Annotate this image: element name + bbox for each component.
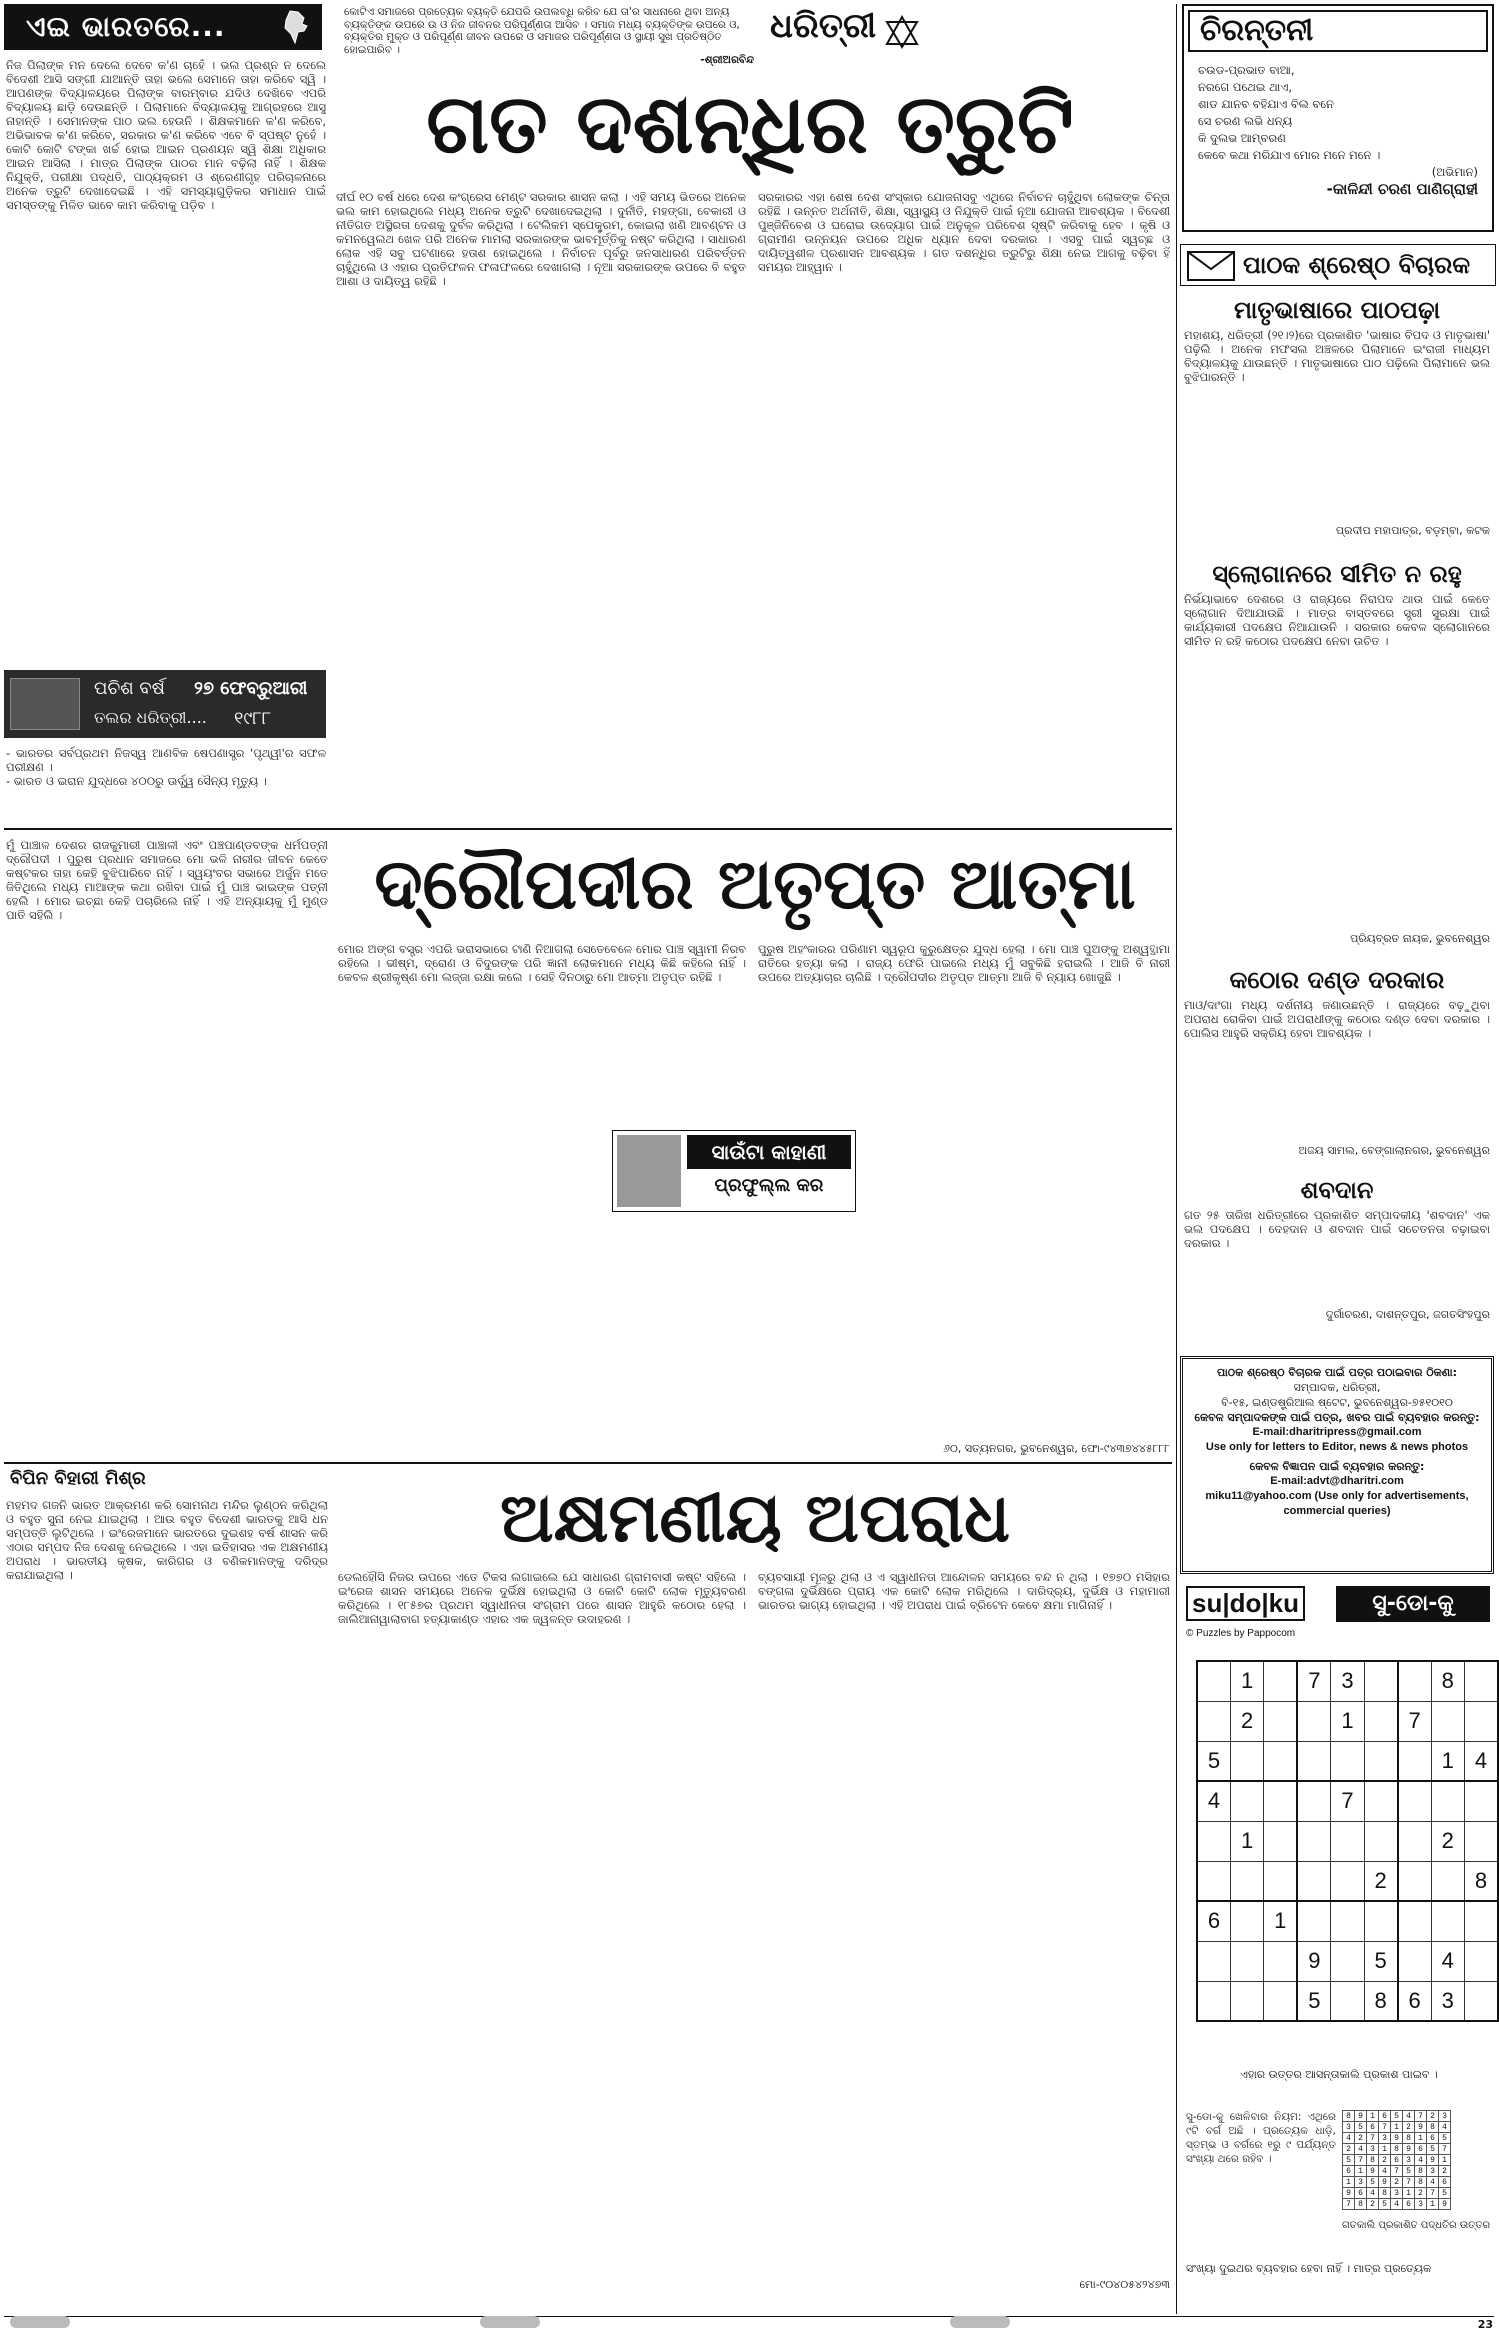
- mini-cell: 4: [1343, 2133, 1355, 2144]
- article1-col-mid: ଦୀର୍ଘ ୧୦ ବର୍ଷ ଧରେ ଦେଶ କଂଗ୍ରେସ ମେଣ୍ଟ ସରକାର ଶାସନ କଲା । ଏହି ସମୟ ଭିତରେ ଅନେକ ଭଲ କାମ ହୋଇଥିଲେ ମଧ୍ୟ ଅନେକ ତ୍ରୁଟି ଦେଖାଦେଇଥିଲା । ଦୁର୍ନୀତି, ମହଙ୍ଗା, ବେକାରୀ ଓ ନୀତିଗତ ଅସ୍ଥିରତା ଦେଶକୁ ଦୁର୍ବଳ କରିଥିଲା । ଟେଲିକମ ସ୍ପେକ୍ଟ୍ରମ, କୋଇଲା ଖଣି ଆବଣ୍ଟନ ଓ କମନୱେଲଥ ଖେଳ ପରି ଅନେକ ମାମଲା ସରକାରଙ୍କ ଭାବମୂର୍ତ୍ତିକୁ ନଷ୍ଟ କରିଥିଲା । ସାଧାରଣ ଲୋକ ଏହି ସବୁ ଘଟଣାରେ ହତାଶ ହୋଇଥିଲେ । ନିର୍ବାଚନ ପୂର୍ବରୁ ଜନସାଧାରଣ ପରିବର୍ତ୍ତନ ଚାହୁଁଥିଲେ ଓ ଏହାର ପ୍ରତିଫଳନ ଫଳାଫଳରେ ଦେଖାଗଲା । ନୂଆ ସରକାରଙ୍କ ଉପରେ ବି ବହୁତ ଆଶା ଓ ଦାୟିତ୍ୱ ରହିଛି ।: [336, 190, 746, 288]
- contact-intro: ପାଠକ ଶ୍ରେଷ୍ଠ ବିଚାରକ ପାଇଁ ପତ୍ର ପଠାଇବାର ଠିକଣା:: [1217, 1366, 1457, 1379]
- article2-headline: ଦ୍ରୌପଦୀର ଅତୃପ୍ତ ଆତ୍ମା: [374, 843, 1136, 925]
- mini-cell: 6: [1427, 2133, 1439, 2144]
- sudoku-credit: © Puzzles by Pappocom: [1186, 1628, 1296, 1639]
- sudoku-brand: su|do|ku: [1186, 1586, 1305, 1621]
- article1-col-left: ନିଜ ପିଲାଙ୍କ ମନ ଦେଲେ ଦେବେ କ'ଣ ଚାହେଁ । ଭଲ ପ୍ରଶ୍ନ ନ ଦେଲେ ବିଦେଶୀ ଆସି ସଙ୍ଗୀ ଯାଆନ୍ତି ତାହା ଭଲେ ସେମାନେ ତାହା କରିବେ ସ୍ୱି । ଆପଣଙ୍କ ବିଦ୍ୟାଳୟରେ ପିଲାଙ୍କ ବାରମ୍ବାର ଯଦିଓ ଦେଖିବେ ଏପରି ବିଦ୍ୟାଳୟ ଛାଡ଼ି ଦେଉଛନ୍ତି । ପିଲାମାନେ ବିଦ୍ୟାଳୟକୁ ଆଗ୍ରହରେ ଆସୁ ନାହାନ୍ତି । ସେମାନଙ୍କ ପାଠ ଭଲ ହେଉନି । ଶିକ୍ଷକମାନେ କ'ଣ କରିବେ, ଅଭିଭାବକ କ'ଣ କରିବେ, ସରକାର କ'ଣ କରିବେ ଏବେ ବି ସ୍ପଷ୍ଟ ନୁହେଁ । କୋଟି କୋଟି ଟଙ୍କା ଖର୍ଚ୍ଚ ହୋଇ ଆଇନ ପ୍ରଣୟନ ସ୍ୱି ଶିକ୍ଷା ଅଧିକାର ଆଇନ ଆସିଲା । ମାତ୍ର ପିଲାଙ୍କ ପାଠର ମାନ ବଢ଼ିଲା ନାହିଁ । ଶିକ୍ଷକ ନିଯୁକ୍ତି, ପରୀକ୍ଷା ପଦ୍ଧତି, ପାଠ୍ୟକ୍ରମ ଓ ଶ୍ରେଣୀଗୃହ ପରିଚାଳନାରେ ଅନେକ ତ୍ରୁଟି ଦେଖାଦେଇଛି । ଏହି ସମସ୍ୟାଗୁଡ଼ିକର ସମାଧାନ ପାଇଁ ସମସ୍ତଙ୍କୁ ମିଳିତ ଭାବେ କାମ କରିବାକୁ ପଡ଼ିବ ।: [6, 58, 326, 212]
- mini-cell: 8: [1367, 2155, 1379, 2166]
- mini-cell: 4: [1403, 2111, 1415, 2122]
- mini-row: [1343, 2133, 1451, 2144]
- mini-cell: 2: [1439, 2166, 1451, 2177]
- mini-cell: 9: [1403, 2144, 1415, 2155]
- mini-cell: 4: [1427, 2177, 1439, 2188]
- mini-cell: 9: [1415, 2122, 1427, 2133]
- divider: [4, 1462, 1172, 1464]
- chirantani-box: [1182, 4, 1494, 232]
- sudoku-row: [1197, 1821, 1498, 1861]
- chirantani-title: ଚିରନ୍ତନୀ: [1188, 10, 1488, 52]
- sudoku-cell[interactable]: [1197, 1941, 1231, 1981]
- sudoku-cell[interactable]: [1398, 1861, 1432, 1901]
- mini-cell: 3: [1367, 2144, 1379, 2155]
- sudoku-cell[interactable]: 1: [1431, 1741, 1464, 1781]
- sudoku-header: [1186, 1586, 1492, 1646]
- sudoku-cell[interactable]: 2: [1231, 1701, 1264, 1741]
- mini-cell: 3: [1439, 2111, 1451, 2122]
- mini-cell: 3: [1403, 2155, 1415, 2166]
- article3-headline: ଅକ୍ଷମଣୀୟ ଅପରାଧ: [499, 1479, 1011, 1558]
- sudoku-cell[interactable]: 7: [1331, 1781, 1364, 1821]
- sudoku-row: [1197, 1741, 1498, 1781]
- sudoku-cell[interactable]: [1364, 1701, 1398, 1741]
- mini-row: [1343, 2122, 1451, 2133]
- mini-cell: 8: [1379, 2188, 1391, 2199]
- mini-cell: 9: [1427, 2155, 1439, 2166]
- mini-cell: 7: [1367, 2133, 1379, 2144]
- mini-cell: 3: [1391, 2188, 1403, 2199]
- mini-cell: 1: [1355, 2166, 1367, 2177]
- sudoku-cell[interactable]: 5: [1197, 1741, 1231, 1781]
- mini-cell: 7: [1403, 2177, 1415, 2188]
- sudoku-answer-note: ଏହାର ଉତ୍ତର ଆସନ୍ତାକାଲି ପ୍ରକାଶ ପାଇବ ।: [1240, 2068, 1438, 2081]
- mini-cell: 6: [1355, 2188, 1367, 2199]
- mini-row: [1343, 2111, 1451, 2122]
- sudoku-cell[interactable]: [1264, 1661, 1298, 1701]
- contact-email3[interactable]: miku11@yahoo.com (Use only for advertisements, commercial queries): [1205, 1490, 1469, 1517]
- mini-cell: 1: [1403, 2188, 1415, 2199]
- letters-title: ପାଠକ ଶ୍ରେଷ୍ଠ ବିଚାରକ: [1243, 251, 1471, 279]
- mini-cell: 2: [1427, 2111, 1439, 2122]
- contact-email2[interactable]: E-mail:advt@dharitri.com: [1270, 1475, 1404, 1487]
- mini-cell: 4: [1415, 2155, 1427, 2166]
- mini-cell: 5: [1439, 2188, 1451, 2199]
- mini-cell: 5: [1427, 2144, 1439, 2155]
- letters-header: [1180, 244, 1496, 286]
- sudoku-cell[interactable]: 4: [1197, 1781, 1231, 1821]
- mini-cell: 9: [1367, 2166, 1379, 2177]
- mini-cell: 2: [1403, 2122, 1415, 2133]
- letter-heading: ସ୍ଲୋଗାନରେ ସୀମିତ ନ ରହୁ: [1212, 560, 1462, 588]
- sudoku-cell[interactable]: [1231, 1861, 1264, 1901]
- sudoku-cell[interactable]: [1398, 1821, 1432, 1861]
- sudoku-cell[interactable]: [1398, 1901, 1432, 1941]
- sudoku-cell[interactable]: 3: [1431, 1981, 1464, 2021]
- sudoku-cell[interactable]: 7: [1297, 1661, 1331, 1701]
- poem-line: ଶାଡ ଯାନବ ବହିଯାଏ ବିଲ ବନେ: [1198, 97, 1334, 111]
- mini-row: [1343, 2144, 1451, 2155]
- column-rule: [1176, 4, 1177, 2314]
- sudoku-cell[interactable]: [1297, 1861, 1331, 1901]
- newspaper-thumbnail-icon: [10, 678, 80, 730]
- sudoku-cell[interactable]: 1: [1331, 1701, 1364, 1741]
- mini-cell: 5: [1403, 2166, 1415, 2177]
- letter-heading: ମାତୃଭାଷାରେ ପାଠପଢ଼ା: [1233, 296, 1441, 324]
- letter-sign: ପ୍ରଦୀପ ମହାପାତ୍ର, ବଡ଼ମ୍ବା, କଟକ: [1335, 524, 1490, 537]
- mini-cell: 5: [1367, 2177, 1379, 2188]
- sudoku-cell[interactable]: [1264, 1701, 1298, 1741]
- mini-cell: 7: [1439, 2144, 1451, 2155]
- scroll-marker: [480, 2316, 540, 2328]
- mini-cell: 5: [1439, 2133, 1451, 2144]
- mini-cell: 7: [1379, 2122, 1391, 2133]
- mini-cell: 7: [1343, 2199, 1355, 2210]
- sudoku-cell[interactable]: [1264, 1981, 1298, 2021]
- article2-col3: ପୁରୁଷ ଅହଂକାରର ପରିଣାମ ସ୍ୱରୂପ କୁରୁକ୍ଷେତ୍ର ଯୁଦ୍ଧ ହେଲା । ମୋ ପାଞ୍ଚ ପୁଅଙ୍କୁ ଅଶ୍ୱତ୍ଥାମା ରାତିରେ ହତ୍ୟା କଲା । ରାଜ୍ୟ ଫେରି ପାଇଲେ ମଧ୍ୟ ମୁଁ ସବୁକିଛି ହରାଇଲି । ଆଜି ବି ନାରୀ ଉପରେ ଅତ୍ୟାଚାର ଚାଲିଛି । ଦ୍ରୌପଦୀର ଅତୃପ୍ତ ଆତ୍ମା ଆଜି ବି ନ୍ୟାୟ ଖୋଜୁଛି ।: [758, 942, 1170, 984]
- article3-col2: ଡେଲହୌସି ନିଜର ଉପରେ ଏତେ ଟିକସ ଲଗାଇଲେ ଯେ ସାଧାରଣ ଗ୍ରାମବାସୀ କଷ୍ଟ ସହିଲେ । ଇଂରେଜ ଶାସନ ସମୟରେ ଅନେକ ଦୁର୍ଭିକ୍ଷ ହୋଇଥିଲା ଓ କୋଟି କୋଟି ଲୋକ ମୃତ୍ୟୁବରଣ କରିଥିଲେ । ୧୮୫୭ର ପ୍ରଥମ ସ୍ୱାଧୀନତା ସଂଗ୍ରାମ ପରେ ଶାସନ ଆହୁରି କଠୋର ହେଲା । ଜାଲିଆନାୱାଲାବାଗ ହତ୍ୟାକାଣ୍ଡ ଏହାର ଏକ ଜ୍ୱଳନ୍ତ ଉଦାହରଣ ।: [338, 1570, 746, 1626]
- section-title: ଏଇ ଭାରତରେ...: [26, 10, 226, 43]
- anniversary-label: ପଚିଶ ବର୍ଷ: [94, 678, 165, 699]
- anniversary-sub: ତଲର ଧରିତ୍ରୀ....: [94, 708, 207, 727]
- contact-addr1: ସମ୍ପାଦକ, ଧରିତ୍ରୀ,: [1293, 1381, 1381, 1394]
- sudoku-cell[interactable]: [1297, 1701, 1331, 1741]
- sudoku-cell[interactable]: [1364, 1821, 1398, 1861]
- sudoku-cell[interactable]: [1231, 1901, 1264, 1941]
- poem-source: (ଅଭିମାନ): [1431, 165, 1478, 179]
- letter-item: [1184, 296, 1490, 544]
- bottom-rule: [4, 2316, 1494, 2317]
- sudoku-cell[interactable]: [1331, 1821, 1364, 1861]
- mini-cell: 9: [1355, 2111, 1367, 2122]
- mini-cell: 4: [1367, 2188, 1379, 2199]
- sudoku-cell[interactable]: [1331, 1981, 1364, 2021]
- mini-cell: 4: [1379, 2166, 1391, 2177]
- mini-row: [1343, 2199, 1451, 2210]
- article2-col1: ମୁଁ ପାଞ୍ଚାଳ ଦେଶର ରାଜକୁମାରୀ ପାଞ୍ଚାଳୀ ଏବଂ ପଞ୍ଚପାଣ୍ଡବଙ୍କ ଧର୍ମପତ୍ନୀ ଦ୍ରୌପଦୀ । ପୁରୁଷ ପ୍ରଧାନ ସମାଜରେ ମୋ ଭଳି ନାରୀର ଜୀବନ କେତେ କଷ୍ଟକର ତାହା କେହି ବୁଝିପାରିବେ ନାହିଁ । ସ୍ୱୟଂବର ସଭାରେ ଅର୍ଜୁନ ମତେ ଜିତିଥିଲେ ମଧ୍ୟ ମାଆଙ୍କ କଥା ରଖିବା ପାଇଁ ମୁଁ ପାଞ୍ଚ ଭାଇଙ୍କ ପତ୍ନୀ ହେଲି । ମୋର ଇଚ୍ଛା କେହି ପଚାରିଲେ ନାହିଁ । ଏହି ଅନ୍ୟାୟକୁ ମୁଁ ମୁଣ୍ଡ ପାତି ସହିଲି ।: [6, 838, 328, 922]
- mini-cell: 8: [1391, 2144, 1403, 2155]
- sudoku-brand-odia: ସୁ-ଡୋ-କୁ: [1336, 1586, 1490, 1622]
- sudoku-cell[interactable]: [1431, 1861, 1464, 1901]
- quote-box: [344, 6, 754, 66]
- mini-row: [1343, 2188, 1451, 2199]
- sudoku-row: [1197, 1701, 1498, 1741]
- anniversary-year: ୧୯୮୮: [234, 708, 272, 729]
- letter-body: ଗତ ୨୫ ତାରିଖ ଧରିତ୍ରୀରେ ପ୍ରକାଶିତ ସମ୍ପାଦକୀୟ 'ଶବଦାନ' ଏକ ଭଲ ପଦକ୍ଷେପ । ଦେହଦାନ ଓ ଶବଦାନ ପାଇଁ ସଚେତନତା ବଢ଼ାଇବା ଦରକାର ।: [1184, 1208, 1490, 1250]
- mini-cell: 4: [1355, 2144, 1367, 2155]
- letter-item: [1184, 1176, 1490, 1332]
- mini-cell: 5: [1391, 2111, 1403, 2122]
- article3-col1: ମହମଦ ଗଜନି ଭାରତ ଆକ୍ରମଣ କରି ସୋମନାଥ ମନ୍ଦିର ଲୁଣ୍ଠନ କରିଥିଲା ଓ ବହୁତ ସୁନା ନେଇ ଯାଇଥିଲା । ଆଉ ବହୁତ ବିଦେଶୀ ଭାରତକୁ ଆସି ଧନ ସମ୍ପତ୍ତି ଲୁଟିଥିଲେ । ଇଂରେଜମାନେ ଭାରତରେ ଦୁଇଶହ ବର୍ଷ ଶାସନ କରି ଏଠାର ସମ୍ପଦ ନିଜ ଦେଶକୁ ନେଇଥିଲେ । ଏହା ଇତିହାସର ଏକ ଅକ୍ଷମଣୀୟ ଅପରାଧ । ଭାରତୀୟ କୃଷକ, କାରିଗର ଓ ବଣିକମାନଙ୍କୁ ଦରିଦ୍ର କରାଯାଇଥିଲା ।: [6, 1498, 328, 1582]
- sudoku-cell[interactable]: [1264, 1941, 1298, 1981]
- mini-cell: 3: [1355, 2177, 1367, 2188]
- sudoku-cell[interactable]: 9: [1297, 1941, 1331, 1981]
- mini-cell: 7: [1355, 2155, 1367, 2166]
- poem-line: ଚଉଡ-ପ୍ରଭାତ ବାଆ,: [1198, 63, 1295, 77]
- contact-box: [1180, 1356, 1494, 1574]
- mini-cell: 1: [1391, 2122, 1403, 2133]
- sudoku-cell[interactable]: 6: [1197, 1901, 1231, 1941]
- mini-cell: 9: [1439, 2199, 1451, 2210]
- letter-body: ମହାଶୟ, ଧରିତ୍ରୀ (୨୧।୨)ରେ ପ୍ରକାଶିତ 'ଭାଷାର ବିପଦ ଓ ମାତୃଭାଷା' ପଢ଼ିଲି । ଅନେକ ମଫସଲ ଅଞ୍ଚଳରେ ପିଲାମାନେ ଇଂରାଜୀ ମାଧ୍ୟମ ବିଦ୍ୟାଳୟକୁ ଯାଉଛନ୍ତି । ମାତୃଭାଷାରେ ପାଠ ପଢ଼ିଲେ ପିଲାମାନେ ଭଲ ବୁଝିପାରନ୍ତି ।: [1184, 328, 1490, 384]
- sudoku-cell[interactable]: [1231, 1941, 1264, 1981]
- contact-email1-note: Use only for letters to Editor, news & news photos: [1205, 1441, 1469, 1453]
- letter-sign: ପ୍ରିୟବ୍ରତ ନାୟକ, ଭୁବନେଶ୍ୱର: [1350, 932, 1490, 945]
- sudoku-row: [1197, 1901, 1498, 1941]
- mini-cell: 9: [1391, 2133, 1403, 2144]
- poem-line: କେବେ କଥା ମରିଯାଏ ମୋର ମନେ ମନେ ।: [1198, 148, 1381, 162]
- sudoku-cell[interactable]: [1264, 1861, 1298, 1901]
- sudoku-cell[interactable]: [1431, 1781, 1464, 1821]
- sudoku-cell[interactable]: [1231, 1741, 1264, 1781]
- mini-cell: 1: [1379, 2144, 1391, 2155]
- scroll-marker: [950, 2316, 1010, 2328]
- sudoku-cell[interactable]: [1464, 1661, 1498, 1701]
- sudoku-row: [1197, 1781, 1498, 1821]
- sudoku-cell[interactable]: 5: [1364, 1941, 1398, 1981]
- sudoku-cell[interactable]: [1364, 1741, 1398, 1781]
- mini-cell: 5: [1379, 2199, 1391, 2210]
- mini-cell: 3: [1379, 2133, 1391, 2144]
- sudoku-cell[interactable]: 4: [1431, 1941, 1464, 1981]
- poem-line: କି ଦୁଲଭ ଆମ୍ବରଣ: [1198, 131, 1286, 145]
- article2-col2: ମୋର ଅଙ୍ଗ ବସ୍ତ୍ର ଏପରି ଭରାସଭାରେ ଟାଣି ନିଆଗଲା ସେତେବେଳେ ମୋର ପାଞ୍ଚ ସ୍ୱାମୀ ନିରବ ରହିଲେ । ଭୀଷ୍ମ, ଦ୍ରୋଣ ଓ ବିଦୁରଙ୍କ ପରି ଜ୍ଞାନୀ ଲୋକମାନେ ମଧ୍ୟ କିଛି କହିଲେ ନାହିଁ । କେବଳ ଶ୍ରୀକୃଷ୍ଣ ମୋ ଲଜ୍ଜା ରକ୍ଷା କଲେ । ସେହି ଦିନଠାରୁ ମୋ ଆତ୍ମା ଅତୃପ୍ତ ରହିଛି ।: [338, 942, 746, 984]
- poem-line: ନରଗେ ପଥେଇ ଥାଏ,: [1198, 80, 1293, 94]
- star-emblem-icon: [884, 14, 920, 50]
- sudoku-cell[interactable]: 8: [1464, 1861, 1498, 1901]
- mini-cell: 2: [1343, 2144, 1355, 2155]
- sudoku-cell[interactable]: 8: [1431, 1661, 1464, 1701]
- section-masthead: [4, 4, 322, 50]
- anniversary-notes: [6, 746, 326, 818]
- sudoku-cell[interactable]: [1264, 1741, 1298, 1781]
- mini-row: [1343, 2155, 1451, 2166]
- paper-logo: [770, 6, 880, 64]
- sudoku-cell[interactable]: [1464, 1701, 1498, 1741]
- sudoku-cell[interactable]: 1: [1231, 1661, 1264, 1701]
- letter-item: [1184, 966, 1490, 1166]
- sudoku-cell[interactable]: [1398, 1661, 1432, 1701]
- mini-cell: 6: [1403, 2199, 1415, 2210]
- mini-cell: 5: [1343, 2155, 1355, 2166]
- sudoku-cell[interactable]: 4: [1464, 1741, 1498, 1781]
- sudoku-cell[interactable]: [1231, 1981, 1264, 2021]
- sudoku-cell[interactable]: [1197, 1701, 1231, 1741]
- mini-cell: 3: [1427, 2166, 1439, 2177]
- sudoku-row: [1197, 1981, 1498, 2021]
- mini-cell: 2: [1367, 2199, 1379, 2210]
- mini-cell: 2: [1391, 2177, 1403, 2188]
- sudoku-cell[interactable]: [1231, 1781, 1264, 1821]
- mini-cell: 9: [1379, 2177, 1391, 2188]
- sudoku-cell[interactable]: 6: [1398, 1981, 1432, 2021]
- sudoku-cell[interactable]: [1331, 1861, 1364, 1901]
- anniversary-note: - ଭାରତ ଓ ଇରାନ ଯୁଦ୍ଧରେ ୪୦୦ରୁ ଊର୍ଦ୍ଧ୍ୱ ସୈନ୍ୟ ମୃତ୍ୟୁ ।: [6, 774, 267, 788]
- article3-phone: ମୋ-୯୦୪୦୫୪୨୪୭୩: [1079, 2278, 1170, 2291]
- contact-ads-label: କେବଳ ବିଜ୍ଞାପନ ପାଇଁ ବ୍ୟବହାର କରନ୍ତୁ:: [1249, 1460, 1425, 1473]
- letter-body: ନିର୍ଭୟାଭାବେ ଦେଶରେ ଓ ରାଜ୍ୟରେ ନିରାପଦ ଥାଉ ପାଇଁ କେତେ ସ୍ଲୋଗାନ ଦିଆଯାଉଛି । ମାତ୍ର ବାସ୍ତବରେ ସ୍ତ୍ରୀ ସୁରକ୍ଷା ପାଇଁ କାର୍ଯ୍ୟକାରୀ ପଦକ୍ଷେପ ନିଆଯାଉନି । ସରକାର କେବଳ ସ୍ଲୋଗାନରେ ସୀମିତ ନ ରହି କଠୋର ପଦକ୍ଷେପ ନେବା ଉଚିତ ।: [1184, 592, 1490, 648]
- mini-cell: 3: [1343, 2122, 1355, 2133]
- sudoku-cell[interactable]: [1264, 1821, 1298, 1861]
- mini-cell: 6: [1367, 2122, 1379, 2133]
- mini-row: [1343, 2177, 1451, 2188]
- paper-name: ଧରିତ୍ରୀ: [770, 6, 877, 46]
- sudoku-cell[interactable]: 8: [1364, 1981, 1398, 2021]
- sudoku-cell[interactable]: 1: [1264, 1901, 1298, 1941]
- sudoku-cell[interactable]: [1464, 1941, 1498, 1981]
- article1-headline: ଗତ ଦଶନ୍ଧିର ତ୍ରୁଟି: [426, 77, 1074, 172]
- divider: [4, 828, 1172, 830]
- sudoku-row: [1197, 1661, 1498, 1701]
- sudoku-cell[interactable]: [1398, 1741, 1432, 1781]
- mini-cell: 1: [1415, 2133, 1427, 2144]
- sudoku-cell[interactable]: 2: [1431, 1821, 1464, 1861]
- letter-item: [1184, 560, 1490, 956]
- mini-cell: 8: [1427, 2122, 1439, 2133]
- sudoku-cell[interactable]: 3: [1331, 1661, 1364, 1701]
- anniversary-date: ୨୭ ଫେବ୍ରୁଆରୀ: [194, 678, 308, 699]
- sudoku-cell[interactable]: [1197, 1861, 1231, 1901]
- mini-cell: 1: [1439, 2155, 1451, 2166]
- mini-cell: 6: [1391, 2155, 1403, 2166]
- sudoku-cell[interactable]: [1364, 1661, 1398, 1701]
- sudoku-cell[interactable]: [1197, 1821, 1231, 1861]
- sudoku-cell[interactable]: [1398, 1781, 1432, 1821]
- sudoku-cell[interactable]: [1297, 1901, 1331, 1941]
- letter-sign: ଅଜୟ ସାମଲ, ବେଙ୍ଗାଲାନଗର, ଭୁବନେଶ୍ୱର: [1298, 1144, 1490, 1157]
- column-author: ପ୍ରଫୁଲ୍ଲ କର: [714, 1175, 824, 1196]
- sudoku-prev-label: ଗତକାଲି ପ୍ରକାଶିତ ପଦ୍ଧତିର ଉତ୍ତର: [1342, 2220, 1491, 2231]
- poem-author: -କାଳିନ୍ଦୀ ଚରଣ ପାଣିଗ୍ରାହୀ: [1326, 180, 1478, 198]
- sudoku-rules: ସୁ-ଡୋ-କୁ ଖେଳିବାର ନିୟମ: ଏଥିରେ ୯ଟି ବର୍ଗ ଅଛି । ପ୍ରତ୍ୟେକ ଧାଡ଼ି, ସ୍ତମ୍ଭ ଓ ବର୍ଗରେ ୧ରୁ ୯ ପର୍ଯ୍ୟନ୍ତ ସଂଖ୍ୟା ଥରେ ରହିବ ।: [1186, 2111, 1336, 2165]
- sudoku-prev-grid: [1342, 2110, 1451, 2210]
- anniversary-banner: [4, 670, 326, 738]
- sudoku-cell[interactable]: [1197, 1661, 1231, 1701]
- sudoku-cell[interactable]: [1197, 1981, 1231, 2021]
- sudoku-cell[interactable]: [1398, 1941, 1432, 1981]
- mini-cell: 6: [1439, 2177, 1451, 2188]
- mini-cell: 8: [1355, 2199, 1367, 2210]
- mini-cell: 2: [1355, 2133, 1367, 2144]
- letter-heading: ଶବଦାନ: [1300, 1176, 1374, 1204]
- sudoku-footer: ସଂଖ୍ୟା ଦୁଇଥର ବ୍ୟବହାର ହେବା ନାହିଁ । ମାତ୍ର ପ୍ରତ୍ୟେକ: [1186, 2262, 1432, 2275]
- mini-cell: 5: [1355, 2122, 1367, 2133]
- column-label: ସାଉଁଟା କାହାଣୀ: [687, 1135, 851, 1169]
- mini-cell: 1: [1427, 2199, 1439, 2210]
- sudoku-cell[interactable]: [1464, 1901, 1498, 1941]
- sudoku-cell[interactable]: 7: [1398, 1701, 1432, 1741]
- mini-cell: 8: [1343, 2111, 1355, 2122]
- sudoku-cell[interactable]: [1297, 1741, 1331, 1781]
- scroll-marker: [10, 2316, 70, 2328]
- sudoku-cell[interactable]: 5: [1297, 1981, 1331, 2021]
- sudoku-row: [1197, 1861, 1498, 1901]
- anniversary-note: - ଭାରତର ସର୍ବପ୍ରଥମ ନିଜସ୍ୱ ଆଣବିକ ଷେପଣାସ୍ତ୍ର 'ପୃଥ୍ୱୀ'ର ସଫଳ ପରୀକ୍ଷଣ ।: [6, 746, 326, 774]
- sudoku-cell[interactable]: [1297, 1821, 1331, 1861]
- chirantani-poem: [1184, 56, 1492, 204]
- quote-text: କୋଟିଏ ସମାଜରେ ପ୍ରତ୍ୟେକ ବ୍ୟକ୍ତି ଯେପରି ଉପଲବ୍ଧି କରିବ ଯେ ତା'ର ସାଧନାରେ ଥିବା ଅନ୍ୟ ବ୍ୟକ୍ତିଙ୍କ ଉପରେ ଉ ଓ ନିଜ ଜୀବନର ପରିପୂର୍ଣ୍ଣତା ଆସିବ । ସମାଜ ମଧ୍ୟ ବ୍ୟକ୍ତିଙ୍କ ଉପରେ ଓ, ବ୍ୟକ୍ତିର ମୁକ୍ତ ଓ ପରିପୂର୍ଣ୍ଣ ଜୀବନ ଉପରେ ଓ ସମାଜର ପରିପୂର୍ଣ୍ଣତା ଓ ସ୍ଥାୟୀ ସୁଖ ପ୍ରତିଷ୍ଠିତ ହୋଇପାରିବ ।: [344, 6, 740, 56]
- mini-cell: 7: [1415, 2111, 1427, 2122]
- sudoku-cell[interactable]: [1331, 1741, 1364, 1781]
- mini-cell: 7: [1427, 2188, 1439, 2199]
- article3-byline: ବିପିନ ବିହାରୀ ମିଶ୍ର: [10, 1468, 146, 1489]
- mini-cell: 6: [1343, 2166, 1355, 2177]
- sudoku-cell[interactable]: [1464, 1781, 1498, 1821]
- mini-cell: 8: [1415, 2177, 1427, 2188]
- sudoku-grid[interactable]: [1196, 1660, 1499, 2022]
- envelope-icon: [1187, 251, 1235, 285]
- sudoku-cell[interactable]: [1331, 1941, 1364, 1981]
- article3-col3: ବ୍ୟବସାୟୀ ମୂଳରୁ ଥିଲା ଓ ଏ ସ୍ୱାଧୀନତା ଆନ୍ଦୋଳନ ସମୟରେ ବନ୍ଦ ନ ଥିଲା । ୧୭୭୦ ମସିହାର ବଙ୍ଗଳା ଦୁର୍ଭିକ୍ଷରେ ପ୍ରାୟ ଏକ କୋଟି ଲୋକ ମରିଥିଲେ । ଦାରିଦ୍ର୍ୟ, ଦୁର୍ଭିକ୍ଷ ଓ ମହାମାରୀ ଭାରତର ଭାଗ୍ୟ ହୋଇଥିଲା । ଏହି ଅପରାଧ ପାଇଁ ବ୍ରିଟେନ କେବେ କ୍ଷମା ମାଗିନାହିଁ ।: [758, 1570, 1170, 1612]
- sudoku-cell[interactable]: [1464, 1981, 1498, 2021]
- mini-cell: 2: [1415, 2188, 1427, 2199]
- poem-line: ସେ ଚରଣ ଲଭି ଧନ୍ୟ: [1198, 114, 1293, 128]
- sudoku-cell[interactable]: [1431, 1901, 1464, 1941]
- contact-email1[interactable]: E-mail:dharitripress@gmail.com: [1252, 1426, 1422, 1438]
- sudoku-cell[interactable]: [1464, 1821, 1498, 1861]
- sudoku-cell[interactable]: [1264, 1781, 1298, 1821]
- mini-cell: 2: [1379, 2155, 1391, 2166]
- contact-addr2: ବି-୧୫, ଇଣ୍ଡଷ୍ଟ୍ରିଆଲ ଷ୍ଟେଟ, ଭୁବନେଶ୍ୱର-୭୫୧୦୧୦: [1221, 1396, 1453, 1409]
- mini-cell: 6: [1379, 2111, 1391, 2122]
- sudoku-cell[interactable]: [1331, 1901, 1364, 1941]
- mini-cell: 6: [1415, 2144, 1427, 2155]
- mini-cell: 1: [1343, 2177, 1355, 2188]
- mini-cell: 8: [1415, 2166, 1427, 2177]
- quote-author: -ଶ୍ରୀଅରବିନ୍ଦ: [700, 53, 754, 66]
- mini-cell: 9: [1343, 2188, 1355, 2199]
- mini-cell: 1: [1367, 2111, 1379, 2122]
- letter-body: ମାଓ/ଦାଂଗା ମଧ୍ୟ ଦର୍ଶନୀୟ ଜଣାଉଛନ୍ତି । ରାଜ୍ୟରେ ବଢ଼ୁଥିବା ଅପରାଧ ରୋକିବା ପାଇଁ ଅପରାଧୀଙ୍କୁ କଠୋର ଦଣ୍ଡ ଦେବା ଦରକାର । ପୋଲିସ ଆହୁରି ସକ୍ରିୟ ହେବା ଆବଶ୍ୟକ ।: [1184, 998, 1490, 1040]
- letter-sign: ଦୁର୍ଗାଚରଣ, ଦାଶନ୍ତପୁର, ଜଗତସିଂହପୁର: [1325, 1308, 1490, 1321]
- sudoku-cell[interactable]: [1364, 1901, 1398, 1941]
- article2-address: ୬୦, ସତ୍ୟନଗର, ଭୁବନେଶ୍ୱର, ଫୋ-୯୪୩୭୪୪୫୮୮୮: [942, 1442, 1170, 1455]
- article1-col-right: ସରକାରର ଏହା ଶେଷ ଦେଶ ସଂସ୍କାର ଯୋଜନାସବୁ ଏଥିରେ ନିର୍ବାଚନ ଚାହୁଁଥିବା ଲୋକଙ୍କ ଚିନ୍ତା ରହିଛି । ଉନ୍ନତ ଅର୍ଥନୀତି, ଶିକ୍ଷା, ସ୍ୱାସ୍ଥ୍ୟ ଓ ନିଯୁକ୍ତି ପାଇଁ ନୂଆ ଯୋଜନା ଆବଶ୍ୟକ । ବିଦେଶୀ ପୁଞ୍ଜିନିବେଶ ଓ ଘରୋଇ ଉଦ୍ୟୋଗ ପାଇଁ ଅନୁକୂଳ ପରିବେଶ ସୃଷ୍ଟି କରିବାକୁ ହେବ । କୃଷି ଓ ଗ୍ରାମୀଣ ଉନ୍ନୟନ ଉପରେ ଅଧିକ ଧ୍ୟାନ ଦେବା ଦରକାର । ଏସବୁ ପାଇଁ ସ୍ୱଚ୍ଛ ଓ ଦାୟିତ୍ୱଶୀଳ ପ୍ରଶାସନ ଆବଶ୍ୟକ । ଗତ ଦଶନ୍ଧିର ତ୍ରୁଟିରୁ ଶିକ୍ଷା ନେଇ ଆଗକୁ ବଢ଼ିବା ହିଁ ସମୟର ଆହ୍ୱାନ ।: [758, 190, 1170, 274]
- author-photo: [617, 1135, 681, 1207]
- sudoku-cell[interactable]: [1364, 1781, 1398, 1821]
- mini-cell: 7: [1391, 2166, 1403, 2177]
- mini-cell: 3: [1415, 2199, 1427, 2210]
- sudoku-cell[interactable]: [1297, 1781, 1331, 1821]
- page-number: 23: [1477, 2318, 1493, 2331]
- mini-cell: 4: [1439, 2122, 1451, 2133]
- mini-cell: 4: [1391, 2199, 1403, 2210]
- sudoku-row: [1197, 1941, 1498, 1981]
- mini-cell: 8: [1403, 2133, 1415, 2144]
- contact-email-label: କେବଳ ସମ୍ପାଦକଙ୍କ ପାଇଁ ପତ୍ର, ଖବର ପାଇଁ ବ୍ୟବହାର କରନ୍ତୁ:: [1194, 1411, 1480, 1424]
- sudoku-cell[interactable]: 2: [1364, 1861, 1398, 1901]
- letter-heading: କଠୋର ଦଣ୍ଡ ଦରକାର: [1229, 966, 1445, 994]
- sudoku-cell[interactable]: [1431, 1701, 1464, 1741]
- mini-row: [1343, 2166, 1451, 2177]
- india-map-icon: [276, 8, 314, 46]
- sudoku-cell[interactable]: 1: [1231, 1821, 1264, 1861]
